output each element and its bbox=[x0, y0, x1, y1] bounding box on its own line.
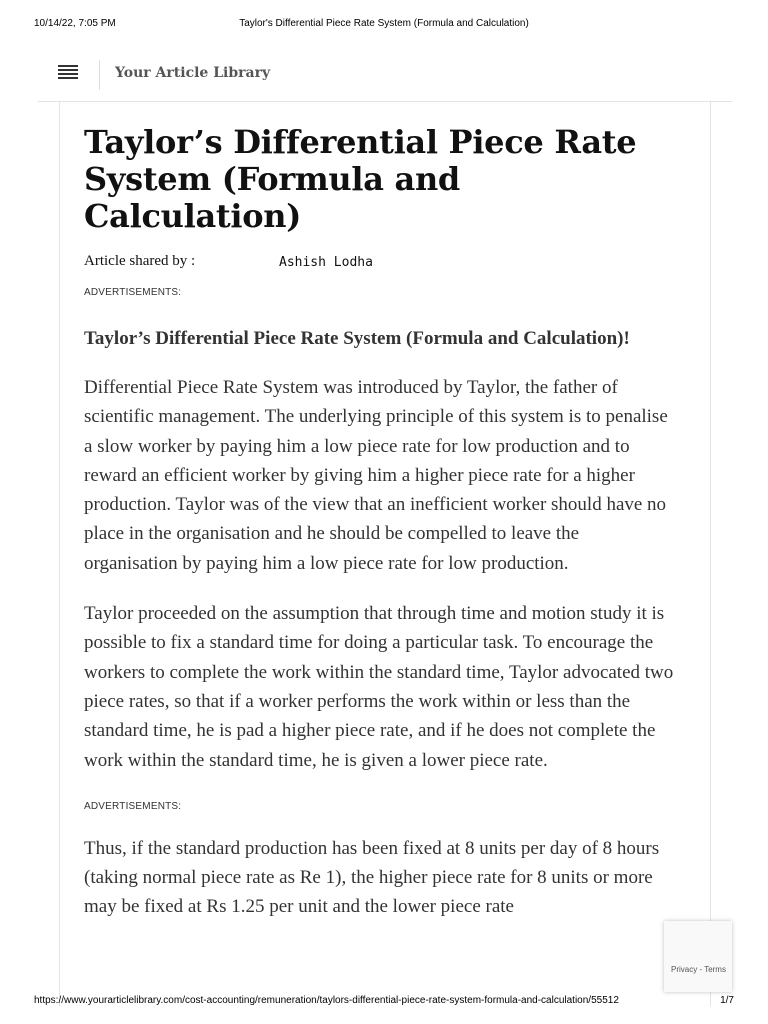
advertisement-label: ADVERTISEMENTS: bbox=[84, 287, 182, 298]
article-subheading: Taylor’s Differential Piece Rate System (Formula and Calculation)! bbox=[84, 328, 630, 349]
site-logo-link[interactable]: Your Article Library bbox=[115, 65, 271, 81]
recaptcha-badge[interactable] bbox=[664, 921, 732, 992]
advertisement-label: ADVERTISEMENTS: bbox=[84, 800, 182, 812]
recaptcha-links[interactable]: Privacy - Terms bbox=[671, 965, 726, 974]
print-page-number: 1/7 bbox=[720, 995, 734, 1006]
print-page-title: Taylor's Differential Piece Rate System (Formula and Calculation) bbox=[239, 18, 529, 29]
print-url: https://www.yourarticlelibrary.com/cost-accounting/remuneration/taylors-differential-piece-rate-system-formula-and-calculation/55512 bbox=[34, 995, 619, 1006]
article-paragraph: Thus, if the standard production has been fixed at 8 units per day of 8 hours (taking normal piece rate as Re 1), the higher piece rate for 8 units or more may be fixed at Rs 1.25 per unit and the lower piece rate bbox=[84, 837, 660, 918]
site-header bbox=[38, 50, 732, 102]
article-body bbox=[84, 102, 674, 922]
article-paragraph: Taylor proceeded on the assumption that through time and motion study it is possible to fix a standard time for doing a particular task. To encourage the workers to complete the work within the standard time, Taylor advocated two piece rates, so that if a worker performs the work within or less than the standard time, he is pad a higher piece rate, and if he does not complete the work within the standard time, he is given a lower piece rate. bbox=[84, 603, 674, 771]
article-title: Taylor’s Differential Piece Rate System (Formula and Calculation) bbox=[84, 123, 637, 235]
header-divider bbox=[99, 60, 100, 90]
article-card bbox=[59, 101, 711, 1006]
print-datetime: 10/14/22, 7:05 PM bbox=[34, 18, 116, 29]
print-footer bbox=[0, 993, 768, 1009]
article-paragraph: Differential Piece Rate System was introduced by Taylor, the father of scientific management. The underlying principle of this system is to penalise a slow worker by paying him a low piece rate for low production and to reward an efficient worker by giving him a higher piece rate for a higher production. Taylor was of the view that an inefficient worker should have no place in the organisation and he should be compelled to leave the organisation by paying him a low piece rate for low production. bbox=[84, 377, 668, 574]
hamburger-menu-icon[interactable] bbox=[58, 65, 78, 81]
article-byline bbox=[84, 253, 674, 273]
author-name: Ashish Lodha bbox=[279, 255, 373, 270]
byline-label: Article shared by : bbox=[84, 253, 196, 269]
print-header bbox=[0, 16, 768, 32]
